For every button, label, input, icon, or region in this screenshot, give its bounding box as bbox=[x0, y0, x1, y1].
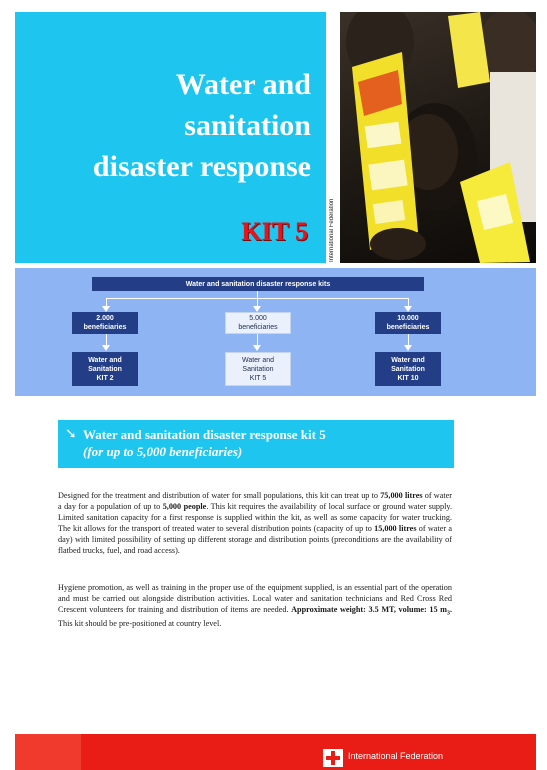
hero-title-line-2: sanitation bbox=[184, 109, 311, 142]
photo-illustration bbox=[340, 12, 536, 263]
diagram-root-box bbox=[92, 277, 424, 291]
diagram-stem bbox=[257, 291, 258, 298]
footer-bar bbox=[15, 734, 536, 770]
kit-line-2: Sanitation bbox=[242, 365, 274, 373]
section-title: Water and sanitation disaster response kit 5 bbox=[83, 427, 326, 442]
beneficiaries-count: 2.000 bbox=[96, 315, 114, 322]
text-run-bold: 3 bbox=[446, 610, 450, 617]
kit-label: KIT 5 bbox=[241, 217, 308, 246]
beneficiaries-box-10000 bbox=[375, 312, 441, 334]
text-run: of water a day for a population of up to bbox=[58, 491, 452, 511]
red-cross-logo-icon bbox=[323, 749, 343, 767]
text-run-bold: 5,000 people bbox=[162, 501, 207, 511]
kit-line-3: KIT 5 bbox=[249, 374, 267, 382]
footer-org-name: International Federation bbox=[348, 751, 444, 761]
kit-line-3: KIT 10 bbox=[397, 374, 419, 382]
body-paragraph-2 bbox=[58, 583, 452, 630]
kit-line-1: Water and bbox=[241, 356, 275, 364]
red-cross-icon bbox=[326, 751, 340, 765]
kit-line-3: KIT 2 bbox=[96, 374, 114, 382]
kit-box-10 bbox=[375, 352, 441, 386]
beneficiaries-box-5000 bbox=[225, 312, 291, 334]
section-heading bbox=[58, 420, 454, 468]
kits-diagram bbox=[15, 268, 536, 396]
text-run-bold: 15,000 litres bbox=[374, 523, 417, 533]
footer-accent bbox=[15, 734, 81, 770]
hero-title-line-1: Water and bbox=[175, 68, 311, 101]
diagram-arrow-icon bbox=[102, 345, 110, 351]
kit-box-2 bbox=[72, 352, 138, 386]
kit-line-2: Sanitation bbox=[88, 365, 122, 373]
kit-line-2: Sanitation bbox=[391, 365, 425, 373]
text-run: Hygiene promotion, as well as training in the proper use of the equipment supplied, is an essential part of the operation and must be carried out alongside distribution activities. Local water and sanitation technicians and Red Cross Red Crescent volunteers for training and distribution of items are needed. bbox=[58, 583, 452, 614]
beneficiaries-box-2000 bbox=[72, 312, 138, 334]
text-run: Designed for the treatment and distribution of water for small populations, this kit can treat up to bbox=[58, 491, 381, 500]
arrow-down-right-icon: ➘ bbox=[65, 426, 77, 442]
diagram-root-label: Water and sanitation disaster response kits bbox=[185, 280, 331, 288]
beneficiaries-label: beneficiaries bbox=[83, 324, 127, 331]
hero-panel bbox=[15, 12, 326, 263]
text-run: This kit should be pre-positioned at country level. bbox=[58, 619, 222, 629]
beneficiaries-count: 5.000 bbox=[249, 315, 267, 322]
kit-box-5 bbox=[225, 352, 291, 386]
section-subtitle: (for up to 5,000 beneficiaries) bbox=[83, 444, 243, 459]
text-run: . This kit requires the availability of local surface or ground water supply. Limited sanitation capacity for a first response is supplied within the kit, as well as some capacity for water trucking. The kit allows for the transport of treated water to several distribution points (capacity of up to bbox=[58, 501, 452, 533]
kit-line-1: Water and bbox=[391, 356, 425, 364]
photo-credit: International Federation bbox=[329, 198, 335, 262]
text-run: of water a day) with limited possibility of setting up different storage and distribution points (preconditions are the availability of flatbed trucks, fuel, and road access). bbox=[58, 523, 452, 555]
diagram-arrow-icon bbox=[253, 345, 261, 351]
hero-title bbox=[93, 64, 311, 187]
diagram-arrow-icon bbox=[404, 345, 412, 351]
text-run-bold: 75,000 litres bbox=[380, 491, 423, 500]
body-paragraph-1 bbox=[58, 491, 452, 556]
kit-line-1: Water and bbox=[88, 356, 122, 364]
beneficiaries-label: beneficiaries bbox=[238, 324, 278, 331]
hero-photo bbox=[340, 12, 536, 263]
text-run-bold: . bbox=[449, 604, 452, 614]
hero-title-line-3: disaster response bbox=[92, 150, 311, 183]
beneficiaries-count: 10.000 bbox=[397, 315, 419, 322]
text-run-bold: Approximate weight: 3.5 MT, volume: 15 m bbox=[291, 604, 447, 614]
beneficiaries-label: beneficiaries bbox=[386, 324, 430, 331]
